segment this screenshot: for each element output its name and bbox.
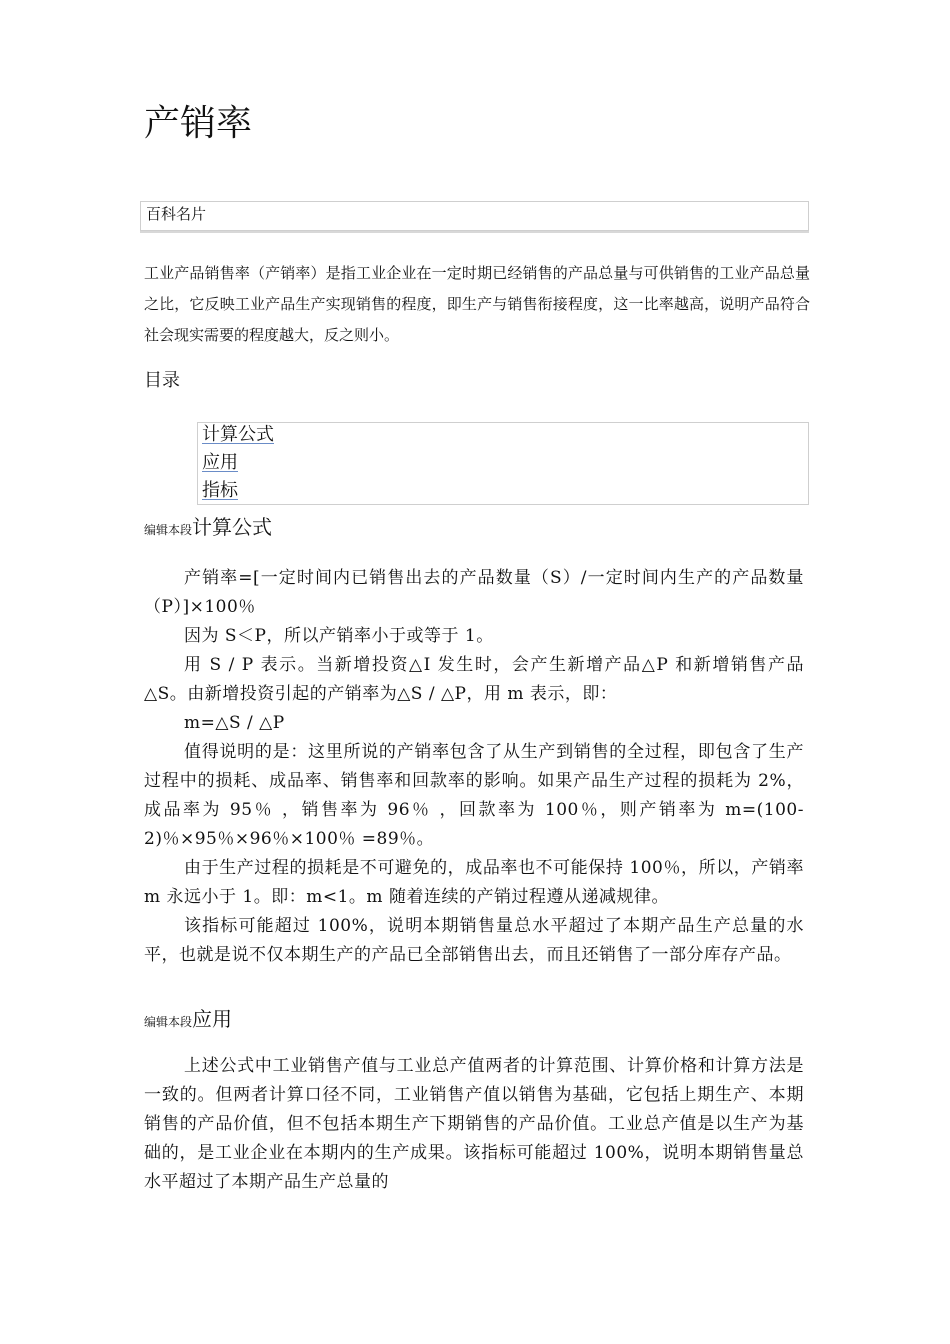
encyclopedia-card (140, 201, 809, 231)
edit-section-link[interactable]: 编辑本段 (144, 1015, 193, 1029)
section-body-application (144, 1052, 804, 1197)
section-body-formula (144, 564, 804, 970)
section-title: 计算公式 (192, 515, 273, 539)
section-heading-application (144, 1003, 232, 1032)
card-label: 百科名片 (146, 205, 207, 223)
paragraph: 由于生产过程的损耗是不可避免的，成品率也不可能保持 100％，所以，产销率 m 永远小于 1。即：m<1。m 随着连续的产销过程遵从递减规律。 (144, 858, 804, 907)
paragraph: 产销率=[一定时间内已销售出去的产品数量（S）/一定时间内生产的产品数量（P）]×100％ (144, 568, 804, 617)
paragraph: 上述公式中工业销售产值与工业总产值两者的计算范围、计算价格和计算方法是一致的。但两者计算口径不同，工业销售产值以销售为基础，它包括上期生产、本期销售的产品价值，但不包括本期生产下期销售的产品价值。工业总产值是以生产为基础的，是工业企业在本期内的生产成果。该指标可能超过 100%，说明本期销售量总水平超过了本期产品生产总量的 (144, 1056, 804, 1192)
page-title: 产销率 (144, 103, 253, 144)
paragraph: m=△S / △P (184, 713, 285, 733)
toc-link-application[interactable]: 应用 (202, 452, 238, 473)
paragraph: 值得说明的是：这里所说的产销率包含了从生产到销售的全过程，即包含了生产过程中的损耗、成品率、销售率和回款率的影响。如果产品生产过程的损耗为 2%，成品率为 95％ ，销售率为 96％ ，回款率为 100％，则产销率为 m=(100-2)％×95％×96％×100％ =89％。 (144, 742, 804, 849)
paragraph: 用 S / P 表示。当新增投资△I 发生时，会产生新增产品△P 和新增销售产品△S。由新增投资引起的产销率为△S / △P，用 m 表示，即： (144, 655, 804, 704)
toc-link-indicator[interactable]: 指标 (202, 480, 238, 501)
paragraph: 该指标可能超过 100%，说明本期销售量总水平超过了本期产品生产总量的水平，也就是说不仅本期生产的产品已全部销售出去，而且还销售了一部分库存产品。 (144, 916, 804, 965)
paragraph: 因为 S＜P，所以产销率小于或等于 1。 (184, 626, 494, 646)
toc-heading: 目录 (144, 370, 180, 391)
intro-paragraph: 工业产品销售率（产销率）是指工业企业在一定时期已经销售的产品总量与可供销售的工业产品总量之比，它反映工业产品生产实现销售的程度，即生产与销售衔接程度，这一比率越高，说明产品符合社会现实需要的程度越大，反之则小。 (144, 264, 810, 344)
table-of-contents (197, 422, 809, 505)
edit-section-link[interactable]: 编辑本段 (144, 523, 193, 537)
toc-link-formula[interactable]: 计算公式 (202, 424, 274, 445)
section-title: 应用 (192, 1007, 233, 1031)
section-heading-formula (144, 511, 272, 540)
